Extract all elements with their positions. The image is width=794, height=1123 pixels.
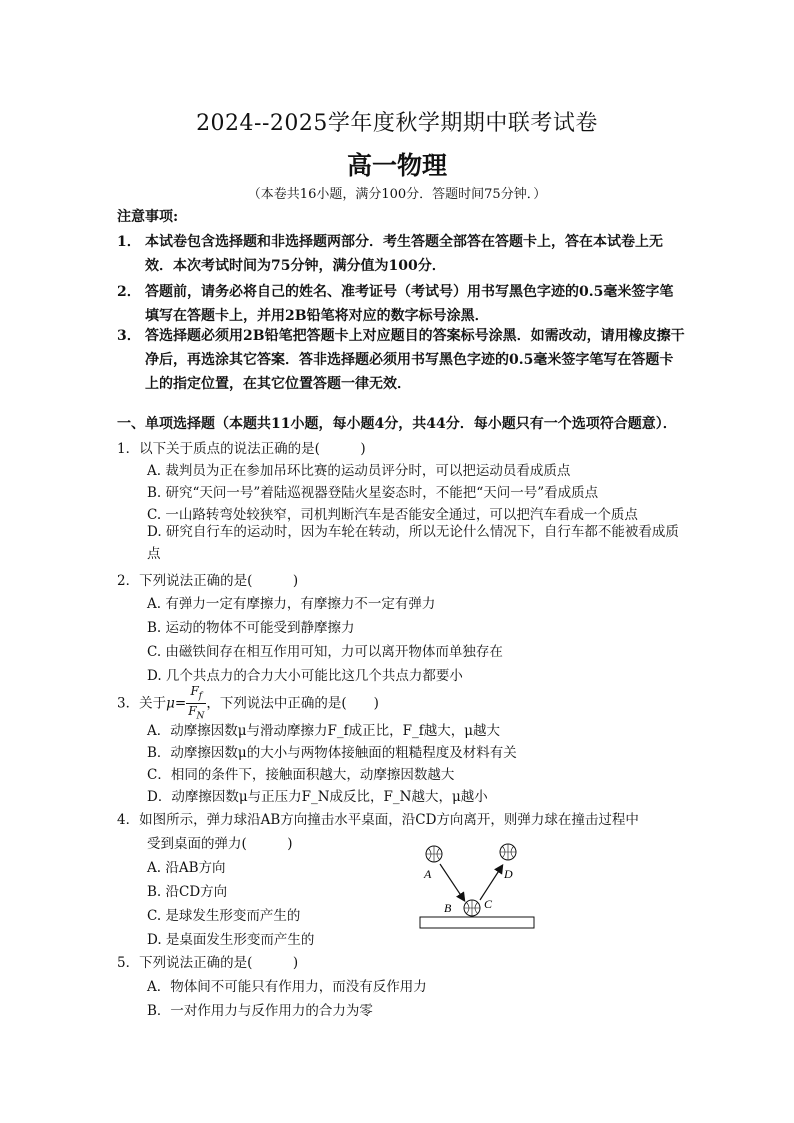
table-surface [420, 917, 534, 928]
fraction-numerator [186, 684, 206, 704]
exam-info: （本卷共16小题，满分100分．答题时间75分钟．） [247, 187, 547, 202]
note-number: 2． [117, 284, 141, 300]
question-1-option-b: B. 研究“天问一号”着陆巡视器登陆火星姿态时，不能把“天问一号”看成质点 [147, 485, 599, 501]
question-3-option-c: C．相同的条件下，接触面积越大，动摩擦因数越大 [147, 767, 455, 783]
equals-sign: = [174, 695, 187, 712]
question-4-option-c: C. 是球发生形变而产生的 [147, 908, 301, 924]
ball-bottom [464, 900, 480, 916]
note-item-3 [117, 324, 687, 396]
question-2-stem: 2．下列说法正确的是( ) [117, 573, 299, 589]
friction-symbol: F [190, 684, 199, 698]
question-1-option-d: D. 研究自行车的运动时，因为车轮在转动，所以无论什么情况下，自行车都不能被看成质点 [147, 524, 679, 562]
ball-a [426, 846, 442, 862]
question-3-option-a: A．动摩擦因数μ与滑动摩擦力F_f成正比，F_f越大，μ越大 [147, 723, 501, 739]
question-5-stem: 5．下列说法正确的是( ) [117, 955, 299, 971]
formula-fraction [186, 684, 206, 724]
question-4-option-d: D. 是桌面发生形变而产生的 [147, 932, 315, 948]
label-a: A [424, 867, 432, 881]
question-2-option-c: C. 由磁铁间存在相互作用可知，力可以离开物体而单独存在 [147, 644, 503, 660]
note-item-1 [117, 230, 687, 278]
question-1-stem: 1．以下关于质点的说法正确的是( ) [117, 441, 366, 457]
ball-bounce-figure [418, 838, 538, 934]
note-text: 答选择题必须用2B铅笔把答题卡上对应题目的答案标号涂黑．如需改动，请用橡皮擦干净后，再选涂其它答案．答非选择题必须用书写黑色字迹的0.5毫米签字笔写在答题卡上的指定位置，在其它位置答题一律无效． [145, 328, 685, 392]
stem-prefix: 3．关于 [117, 695, 167, 712]
question-4-option-b: B. 沿CD方向 [147, 884, 228, 900]
ball-d [500, 844, 516, 860]
question-3-option-b: B．动摩擦因数μ的大小与两物体接触面的粗糙程度及材料有关 [147, 745, 517, 761]
question-4-option-a: A. 沿AB方向 [147, 860, 226, 876]
question-1-option-a: A. 裁判员为正在参加吊环比赛的运动员评分时，可以把运动员看成质点 [147, 463, 571, 479]
subject-title: 高一物理 [346, 151, 447, 180]
note-item-2 [117, 280, 687, 328]
question-1-option-c: C. 一山路转弯处较狭窄，司机判断汽车是否能安全通过，可以把汽车看成一个质点 [147, 507, 638, 523]
note-number: 1． [117, 234, 141, 250]
notes-heading: 注意事项: [117, 209, 179, 225]
question-3-option-d: D．动摩擦因数μ与正压力F_N成反比，F_N越大，μ越小 [147, 789, 488, 805]
normal-force-subscript: N [196, 711, 205, 722]
question-4-stem-line-1: 4．如图所示，弹力球沿AB方向撞击水平桌面，沿CD方向离开，则弹力球在撞击过程中 [117, 812, 639, 828]
arrow-cd [480, 866, 502, 900]
note-text: 本试卷包含选择题和非选择题两部分．考生答题全部答在答题卡上，答在本试卷上无效．本次考试时间为75分钟，满分值为100分． [145, 234, 663, 274]
question-2-option-b: B. 运动的物体不可能受到静摩擦力 [147, 620, 355, 636]
question-2-option-a: A. 有弹力一定有摩擦力，有摩擦力不一定有弹力 [147, 596, 436, 612]
question-5-option-a: A．物体间不可能只有作用力，而没有反作用力 [147, 979, 427, 995]
normal-force-symbol: F [188, 704, 197, 719]
section-heading: 一、单项选择题（本题共11小题，每小题4分，共44分．每小题只有一个选项符合题意）． [117, 416, 677, 432]
question-4-stem-line-2: 受到桌面的弹力( ) [147, 836, 293, 852]
label-b: B [444, 901, 452, 915]
exam-title: 2024--2025学年度秋学期期中联考试卷 [196, 111, 598, 136]
stem-suffix: ，下列说法中正确的是( ) [206, 695, 379, 712]
mu-symbol: μ [166, 695, 175, 712]
arrow-ab [440, 864, 464, 900]
question-5-option-b: B．一对作用力与反作用力的合力为零 [147, 1003, 373, 1019]
note-number: 3． [117, 328, 141, 344]
label-d: D [504, 867, 513, 881]
note-text: 答题前，请务必将自己的姓名、准考证号（考试号）用书写黑色字迹的0.5毫米签字笔填写在答题卡上，并用2B铅笔将对应的数字标号涂黑． [145, 284, 674, 324]
label-c: C [484, 897, 493, 911]
question-3-stem [117, 684, 379, 724]
friction-subscript: f [198, 691, 203, 702]
question-2-option-d: D. 几个共点力的合力大小可能比这几个共点力都要小 [147, 668, 463, 684]
